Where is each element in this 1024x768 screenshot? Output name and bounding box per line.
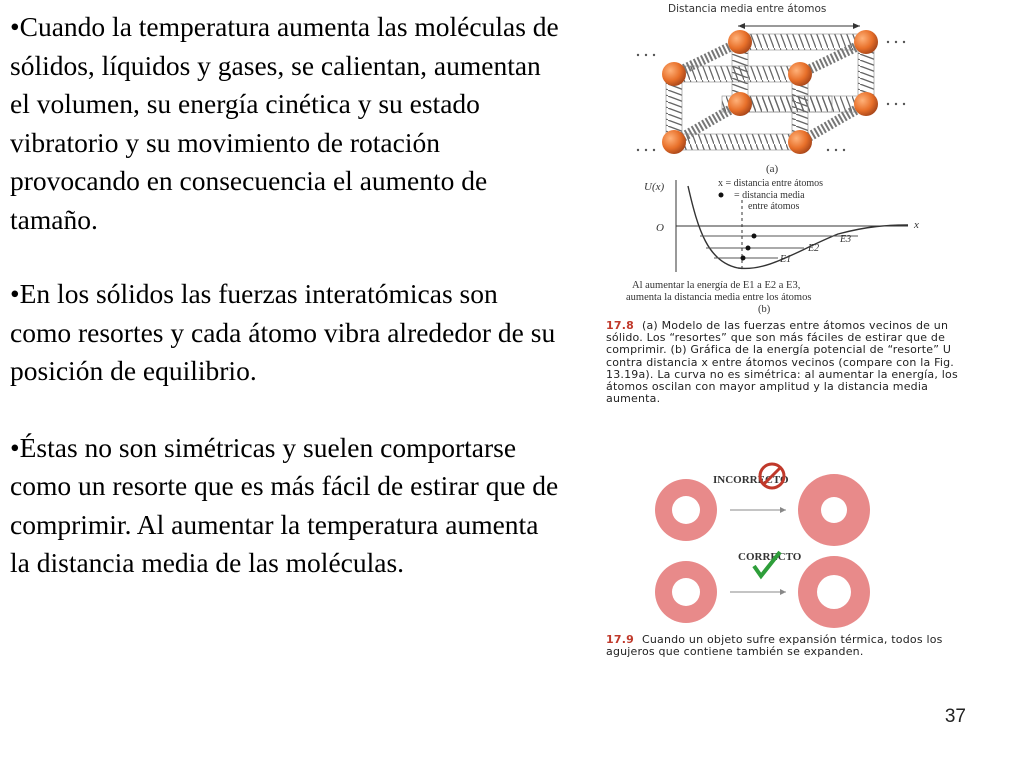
atom <box>788 62 812 86</box>
atom <box>854 92 878 116</box>
incorrect-label: INCORRECTO <box>713 474 789 486</box>
x-axis-label: x <box>914 219 919 231</box>
y-axis-label: U(x) <box>644 181 665 193</box>
bullet-list <box>10 8 565 583</box>
graph-note-2: aumenta la distancia media entre los átomos <box>626 292 812 303</box>
legend-dot-line1: = distancia media <box>734 190 805 201</box>
atom <box>662 62 686 86</box>
panel-b-label: (b) <box>758 304 771 315</box>
legend-dot-line2: entre átomos <box>748 201 800 212</box>
caption-17-8-text: (a) Modelo de las fuerzas entre átomos vecinos de un sólido. Los “resortes” que son más fáciles de estirar que de comprimir. (b) Gráfica de la energía potencial de “resorte” U contra distancia x entre átomos vecinos (compare con la Fig. 13.19a). La curva no es simétrica: al aumentar la energía, los átomos oscilan con mayor amplitud y la distancia media aumenta. <box>606 319 958 406</box>
e2-label: E2 <box>808 243 820 254</box>
e1-label: E1 <box>780 254 792 265</box>
rings-diagram <box>655 464 870 628</box>
bullet-temperature: •Cuando la temperatura aumenta las moléculas de sólidos, líquidos y gases, se calientan, aumentan el volumen, su energía cinética y su estado vibratorio y su movimiento de rotación provocando en consecuencia el aumento de tamaño. <box>10 11 559 235</box>
bullet-solids: •En los sólidos las fuerzas interatómicas son como resortes y cada átomo vibra alrededor de su posición de equilibrio. <box>10 278 556 386</box>
slide-number: 37 <box>944 706 966 727</box>
bullet-asymmetry: •Éstas no son simétricas y suelen comportarse como un resorte que es más fácil de estirar que de comprimir. Al aumentar la temperatura aumenta la distancia media de las moléculas. <box>10 431 559 578</box>
atom <box>728 92 752 116</box>
distance-label: Distancia media entre átomos <box>668 3 827 15</box>
origin-label: O <box>656 222 664 234</box>
atom <box>728 30 752 54</box>
legend-dot <box>719 193 724 198</box>
legend-x: x = distancia entre átomos <box>718 178 824 189</box>
atom <box>854 30 878 54</box>
atom <box>788 130 812 154</box>
arrow-left-head <box>738 23 745 29</box>
e3-label: E3 <box>840 234 852 245</box>
potential-graph <box>626 178 919 315</box>
graph-note-1: Al aumentar la energía de E1 a E2 a E3, <box>632 280 801 291</box>
atom <box>662 130 686 154</box>
caption-17-9-number: 17.9 <box>606 633 634 646</box>
caption-17-9-text: Cuando un objeto sufre expansión térmica, todos los agujeros que contiene también se expanden. <box>606 633 943 659</box>
arrow-right-head <box>853 23 860 29</box>
panel-a-label: (a) <box>766 163 779 175</box>
caption-17-8-number: 17.8 <box>606 319 634 332</box>
lattice-springs <box>666 34 874 150</box>
caption-17-8 <box>606 320 966 405</box>
correct-label: CORRECTO <box>738 551 802 563</box>
caption-17-9 <box>606 634 966 658</box>
